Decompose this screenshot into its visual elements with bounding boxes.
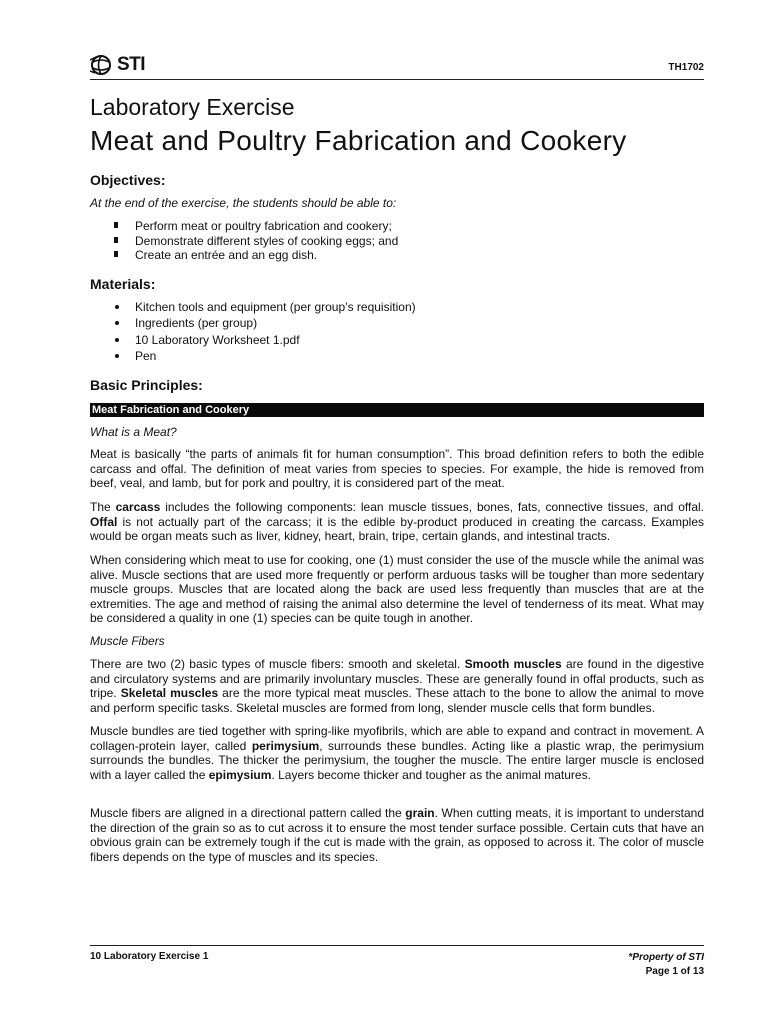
sti-globe-icon — [90, 54, 116, 76]
list-item: Pen — [90, 348, 416, 364]
logo-text: STI — [117, 54, 146, 75]
paragraph-muscle-bundles: Muscle bundles are tied together with spring-like myofibrils, which are able to expand and contract in movement. A collagen-protein layer, called perimysium, surrounds these bundles. Acting like a plastic wrap, the perimysium surrounds the bundles. The thicker the perimysium, the tougher the muscle. The entire larger muscle is enclosed with a layer called the epimysium. Layers become thicker and tougher as the animal matures. — [90, 724, 704, 782]
footer-right — [628, 951, 704, 979]
header-divider — [90, 79, 704, 80]
list-item: Perform meat or poultry fabrication and cookery; — [90, 219, 398, 234]
list-item: Demonstrate different styles of cooking eggs; and — [90, 234, 398, 249]
paragraph-muscle-use: When considering which meat to use for cooking, one (1) must consider the use of the muscle while the animal was alive. Muscle sections that are used more frequently or perform arduous tasks will be tougher than more sedentary muscle groups. Muscles that are located along the back are used less frequently than muscles that are at the extremities. The age and method of raising the animal also determine the level of tenderness of its meat. What may be considered a quality in one (1) species can be quite tough in another. — [90, 553, 704, 626]
paragraph-carcass: The carcass includes the following components: lean muscle tissues, bones, fats, connective tissues, and offal. Offal is not actually part of the carcass; it is the edible by-product produced in creating the carcass. Examples would be organ meats such as liver, kidney, heart, brain, tripe, certain glands, and intestinal tracts. — [90, 500, 705, 544]
paragraph-muscle-types: There are two (2) basic types of muscle fibers: smooth and skeletal. Smooth muscles are found in the digestive and circulatory systems and are primarily involuntary muscles. These are generally found in offal products, such as tripe. Skeletal muscles are the more typical meat muscles. These attach to the bone to allow the animal to move and perform specific tasks. Skeletal muscles are formed from long, slender muscle cells that form bundles. — [90, 657, 705, 715]
objectives-list — [90, 219, 398, 263]
list-item: Kitchen tools and equipment (per group’s requisition) — [90, 299, 416, 315]
sti-logo — [90, 54, 145, 76]
document-code: TH1702 — [668, 62, 704, 73]
section-bar: Meat Fabrication and Cookery — [90, 403, 704, 417]
page-header — [90, 52, 704, 78]
list-item: Ingredients (per group) — [90, 315, 416, 331]
basic-principles-heading: Basic Principles: — [90, 377, 203, 393]
objectives-heading: Objectives: — [90, 172, 166, 188]
materials-heading: Materials: — [90, 276, 156, 292]
list-item: 10 Laboratory Worksheet 1.pdf — [90, 332, 416, 348]
subheading-muscle-fibers: Muscle Fibers — [90, 634, 165, 648]
objectives-intro: At the end of the exercise, the students should be able to: — [90, 196, 397, 210]
page-number: Page 1 of 13 — [645, 966, 704, 977]
footer-document-name: 10 Laboratory Exercise 1 — [90, 951, 209, 962]
footer-divider — [90, 945, 704, 946]
page-title: Meat and Poultry Fabrication and Cookery — [90, 125, 627, 156]
lab-exercise-label: Laboratory Exercise — [90, 94, 295, 120]
subheading-what-is-meat: What is a Meat? — [90, 425, 177, 439]
property-notice: *Property of STI — [628, 952, 704, 963]
materials-list — [90, 299, 416, 364]
paragraph-meat-definition: Meat is basically “the parts of animals fit for human consumption”. This broad definition refers to both the edible carcass and offal. The definition of meat varies from species to species. For example, the hide is removed from beef, veal, and lamb, but for pork and poultry, it is considered part of the meat. — [90, 447, 704, 491]
list-item: Create an entrée and an egg dish. — [90, 248, 398, 263]
paragraph-grain: Muscle fibers are aligned in a directional pattern called the grain. When cutting meats, it is important to understand the direction of the grain so as to cut across it to ensure the most tender surface possible. Certain cuts that have an obvious grain can be extremely tough if the cut is made with the grain, as opposed to across it. The color of muscle fibers depends on the type of muscles and its species. — [90, 806, 705, 864]
